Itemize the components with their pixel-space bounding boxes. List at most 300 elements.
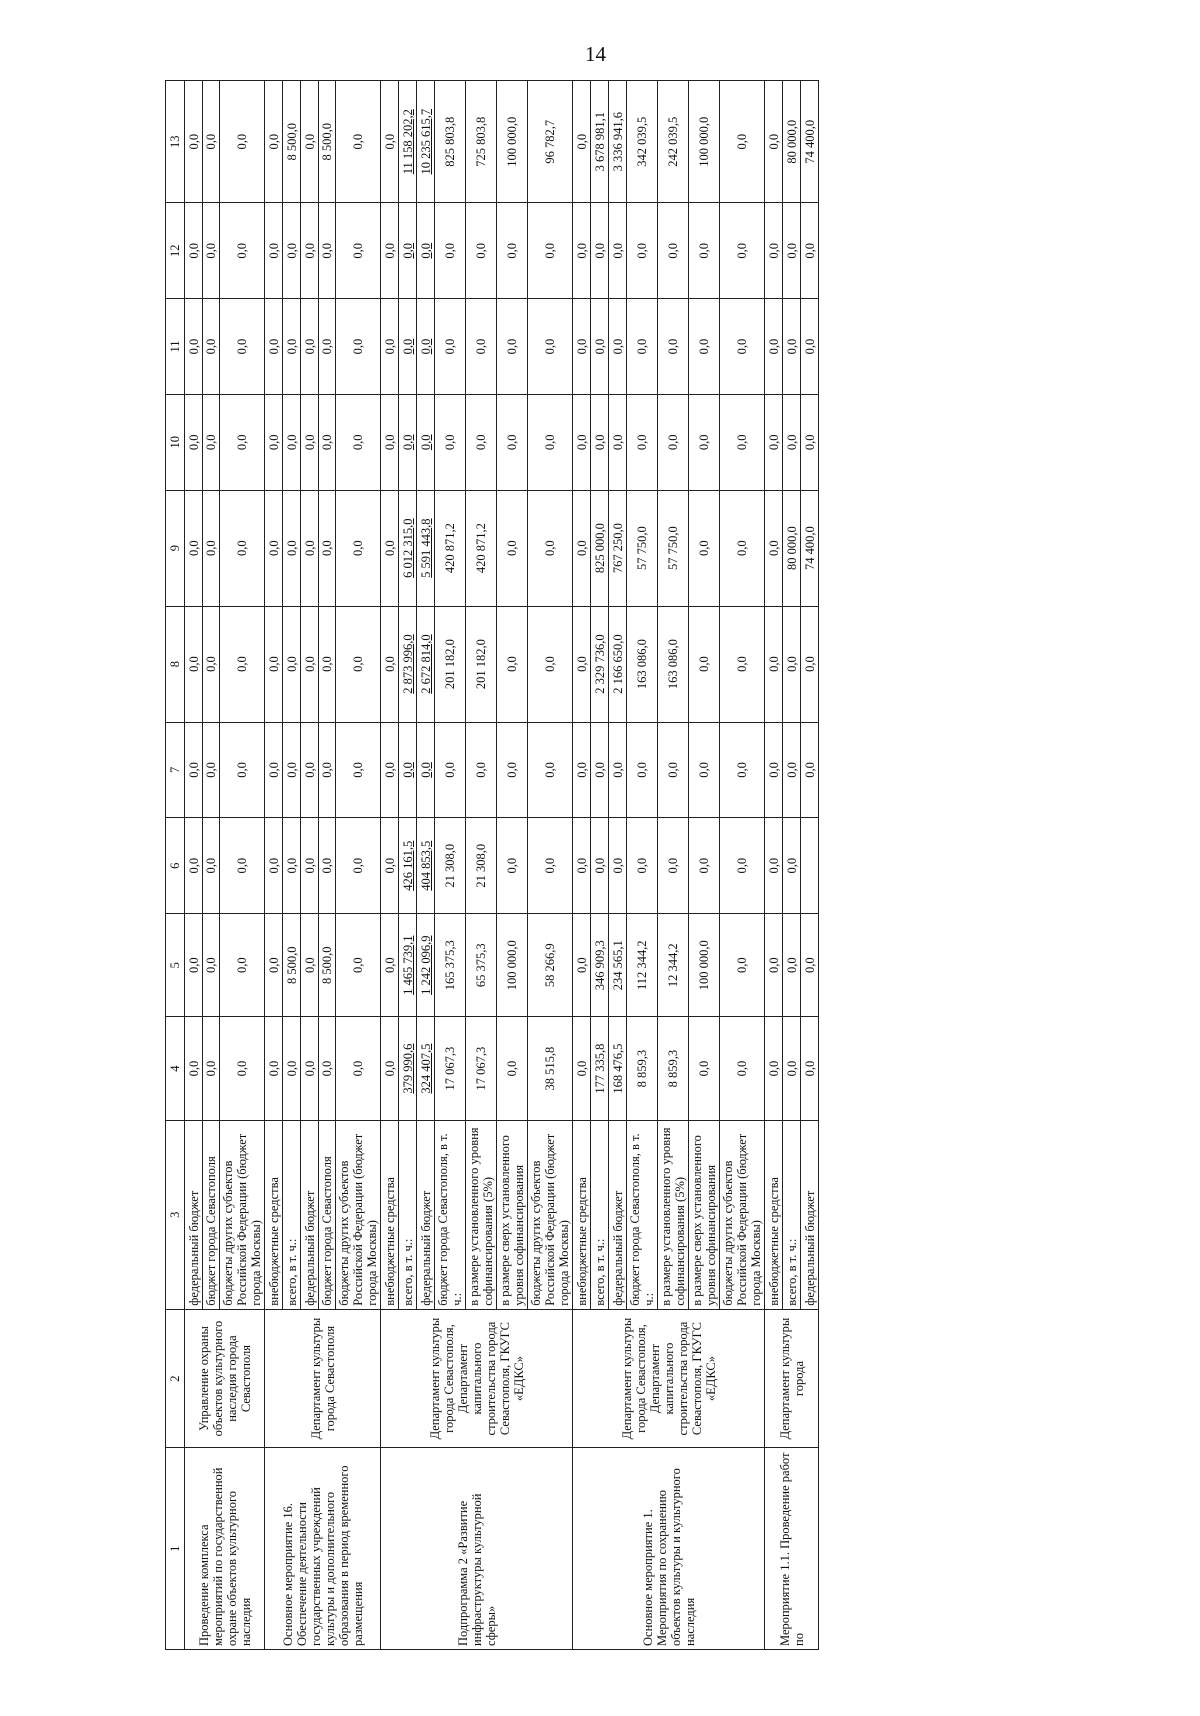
table-row (573, 81, 591, 1650)
amount-cell: 0,0 (336, 203, 381, 299)
amount-cell: 346 909,3 (591, 914, 609, 1017)
amount-cell: 0,0 (265, 490, 283, 606)
amount-cell: 324 407,5 (417, 1017, 435, 1120)
amount-cell: 0,0 (765, 818, 783, 914)
amount-cell: 0,0 (783, 1017, 801, 1120)
amount-cell: 0,0 (417, 299, 435, 395)
amount-cell: 0,0 (658, 722, 689, 818)
funding-source-cell: бюджет города Севастополя, в т. ч.: (627, 1120, 658, 1309)
amount-cell: 0,0 (265, 1017, 283, 1120)
amount-cell: 0,0 (283, 606, 301, 722)
amount-cell: 0,0 (381, 1017, 399, 1120)
amount-cell: 0,0 (336, 606, 381, 722)
executor-cell: Управление охраны объектов культурного наследия города Севастополя (185, 1309, 265, 1448)
amount-cell: 0,0 (283, 203, 301, 299)
amount-cell: 112 344,2 (627, 914, 658, 1017)
amount-cell: 100 000,0 (689, 81, 720, 203)
funding-source-cell: бюджеты других субъектов Российской Федерации (бюджет города Москвы) (720, 1120, 765, 1309)
amount-cell: 201 182,0 (466, 606, 497, 722)
amount-cell: 0,0 (435, 299, 466, 395)
amount-cell: 0,0 (528, 818, 573, 914)
amount-cell: 165 375,3 (435, 914, 466, 1017)
amount-cell: 0,0 (689, 1017, 720, 1120)
amount-cell: 163 086,0 (658, 606, 689, 722)
table-row (185, 81, 203, 1650)
amount-cell: 0,0 (801, 914, 819, 1017)
funding-source-cell: бюджеты других субъектов Российской Федерации (бюджет города Москвы) (336, 1120, 381, 1309)
amount-cell: 0,0 (689, 203, 720, 299)
amount-cell: 0,0 (591, 299, 609, 395)
amount-cell: 0,0 (220, 818, 265, 914)
amount-cell: 0,0 (203, 1017, 220, 1120)
amount-cell: 0,0 (319, 1017, 336, 1120)
funding-source-cell: бюджеты других субъектов Российской Федерации (бюджет города Москвы) (528, 1120, 573, 1309)
amount-cell: 0,0 (689, 606, 720, 722)
amount-cell: 0,0 (609, 203, 627, 299)
amount-cell: 0,0 (381, 914, 399, 1017)
amount-cell: 168 476,5 (609, 1017, 627, 1120)
amount-cell: 2 873 996,0 (399, 606, 417, 722)
amount-cell: 0,0 (220, 490, 265, 606)
amount-cell: 0,0 (720, 722, 765, 818)
page-number: 14 (585, 42, 606, 66)
funding-source-cell: бюджет города Севастополя (203, 1120, 220, 1309)
amount-cell: 0,0 (573, 203, 591, 299)
column-number-row (166, 81, 185, 1650)
amount-cell: 0,0 (220, 1017, 265, 1120)
funding-source-cell: федеральный бюджет (417, 1120, 435, 1309)
amount-cell: 725 803,8 (466, 81, 497, 203)
amount-cell: 0,0 (801, 722, 819, 818)
amount-cell: 2 166 650,0 (609, 606, 627, 722)
amount-cell: 8 500,0 (319, 81, 336, 203)
column-header: 1 (166, 1448, 185, 1650)
amount-cell: 74 400,0 (801, 81, 819, 203)
amount-cell: 0,0 (336, 490, 381, 606)
amount-cell: 0,0 (466, 203, 497, 299)
amount-cell: 0,0 (497, 203, 528, 299)
amount-cell: 8 500,0 (283, 914, 301, 1017)
amount-cell: 0,0 (765, 722, 783, 818)
amount-cell: 0,0 (720, 394, 765, 490)
column-header: 3 (166, 1120, 185, 1309)
table-row (265, 81, 283, 1650)
amount-cell: 404 853,5 (417, 818, 435, 914)
amount-cell: 0,0 (497, 490, 528, 606)
funding-source-cell: всего, в т. ч.: (283, 1120, 301, 1309)
amount-cell: 0,0 (185, 203, 203, 299)
amount-cell: 0,0 (265, 203, 283, 299)
rotated-table-wrapper (165, 80, 1060, 1650)
amount-cell: 0,0 (435, 722, 466, 818)
column-header: 11 (166, 299, 185, 395)
amount-cell: 0,0 (381, 490, 399, 606)
amount-cell: 0,0 (381, 203, 399, 299)
amount-cell: 0,0 (720, 299, 765, 395)
amount-cell: 0,0 (528, 722, 573, 818)
amount-cell: 0,0 (336, 1017, 381, 1120)
amount-cell: 767 250,0 (609, 490, 627, 606)
amount-cell: 0,0 (220, 394, 265, 490)
measure-name-cell: Проведение комплекса мероприятий по государственной охране объектов культурного наследия (185, 1448, 265, 1650)
amount-cell: 0,0 (497, 606, 528, 722)
amount-cell: 0,0 (301, 81, 319, 203)
amount-cell: 74 400,0 (801, 490, 819, 606)
amount-cell: 0,0 (220, 722, 265, 818)
amount-cell: 0,0 (203, 606, 220, 722)
amount-cell: 0,0 (528, 203, 573, 299)
amount-cell: 0,0 (203, 914, 220, 1017)
amount-cell: 0,0 (658, 299, 689, 395)
amount-cell: 0,0 (466, 394, 497, 490)
amount-cell: 0,0 (319, 394, 336, 490)
amount-cell: 201 182,0 (435, 606, 466, 722)
funding-source-cell: внебюджетные средства (265, 1120, 283, 1309)
amount-cell: 0,0 (185, 722, 203, 818)
column-header: 7 (166, 722, 185, 818)
amount-cell: 0,0 (319, 299, 336, 395)
amount-cell: 12 344,2 (658, 914, 689, 1017)
amount-cell: 0,0 (381, 606, 399, 722)
amount-cell: 2 329 736,0 (591, 606, 609, 722)
amount-cell: 0,0 (689, 490, 720, 606)
amount-cell: 6 012 315,0 (399, 490, 417, 606)
amount-cell: 0,0 (417, 722, 435, 818)
table-row (765, 81, 783, 1650)
amount-cell: 0,0 (185, 490, 203, 606)
amount-cell: 420 871,2 (435, 490, 466, 606)
amount-cell: 21 308,0 (435, 818, 466, 914)
amount-cell: 1 465 739,1 (399, 914, 417, 1017)
amount-cell: 21 308,0 (466, 818, 497, 914)
amount-cell: 0,0 (319, 606, 336, 722)
amount-cell: 0,0 (627, 818, 658, 914)
amount-cell: 0,0 (319, 490, 336, 606)
executor-cell: Департамент культуры города (765, 1309, 819, 1448)
executor-cell: Департамент культуры города Севастополя, Департамент капитального строительства города Севастополя, ГКУГС «ЕДКС» (573, 1309, 765, 1448)
amount-cell: 0,0 (203, 722, 220, 818)
amount-cell: 0,0 (627, 203, 658, 299)
amount-cell: 0,0 (203, 299, 220, 395)
column-header: 2 (166, 1309, 185, 1448)
measure-name-cell: Подпрограмма 2 «Развитие инфраструктуры культурной сферы» (381, 1448, 573, 1650)
amount-cell: 0,0 (765, 914, 783, 1017)
amount-cell: 0,0 (658, 203, 689, 299)
amount-cell: 0,0 (185, 299, 203, 395)
column-header: 12 (166, 203, 185, 299)
amount-cell: 0,0 (336, 394, 381, 490)
amount-cell: 10 235 615,7 (417, 81, 435, 203)
amount-cell: 0,0 (801, 1017, 819, 1120)
amount-cell: 0,0 (689, 722, 720, 818)
amount-cell: 0,0 (466, 299, 497, 395)
column-header: 6 (166, 818, 185, 914)
amount-cell: 0,0 (336, 299, 381, 395)
amount-cell: 0,0 (265, 299, 283, 395)
amount-cell: 825 803,8 (435, 81, 466, 203)
funding-source-cell: федеральный бюджет (801, 1120, 819, 1309)
measure-name-cell: Мероприятие 1.1. Проведение работ по (765, 1448, 819, 1650)
funding-source-cell: внебюджетные средства (381, 1120, 399, 1309)
amount-cell: 0,0 (283, 490, 301, 606)
amount-cell: 100 000,0 (497, 81, 528, 203)
amount-cell: 0,0 (720, 203, 765, 299)
amount-cell: 0,0 (301, 490, 319, 606)
funding-source-cell: бюджет города Севастополя, в т. ч.: (435, 1120, 466, 1309)
amount-cell: 0,0 (185, 606, 203, 722)
budget-table (165, 80, 819, 1650)
amount-cell: 0,0 (573, 490, 591, 606)
funding-source-cell: в размере сверх установленного уровня софинансирования (689, 1120, 720, 1309)
amount-cell: 0,0 (497, 722, 528, 818)
amount-cell: 8 500,0 (283, 81, 301, 203)
amount-cell: 0,0 (283, 394, 301, 490)
measure-name-cell: Основное мероприятие 1. Мероприятия по сохранению объектов культуры и культурного наследия (573, 1448, 765, 1650)
amount-cell: 0,0 (689, 818, 720, 914)
amount-cell: 0,0 (765, 606, 783, 722)
funding-source-cell: всего, в т. ч.: (783, 1120, 801, 1309)
amount-cell: 0,0 (497, 394, 528, 490)
funding-source-cell: бюджеты других субъектов Российской Федерации (бюджет города Москвы) (220, 1120, 265, 1309)
amount-cell: 1 242 096,9 (417, 914, 435, 1017)
amount-cell: 0,0 (720, 606, 765, 722)
funding-source-cell: федеральный бюджет (301, 1120, 319, 1309)
amount-cell: 0,0 (185, 81, 203, 203)
amount-cell: 0,0 (301, 818, 319, 914)
amount-cell: 0,0 (627, 722, 658, 818)
amount-cell: 0,0 (301, 394, 319, 490)
amount-cell: 379 990,6 (399, 1017, 417, 1120)
amount-cell: 0,0 (573, 722, 591, 818)
amount-cell: 0,0 (301, 914, 319, 1017)
funding-source-cell: в размере установленного уровня софинансирования (5%) (658, 1120, 689, 1309)
amount-cell: 5 591 443,8 (417, 490, 435, 606)
amount-cell: 0,0 (609, 299, 627, 395)
amount-cell: 0,0 (220, 299, 265, 395)
amount-cell: 0,0 (185, 818, 203, 914)
amount-cell: 0,0 (220, 203, 265, 299)
amount-cell: 0,0 (301, 299, 319, 395)
amount-cell: 0,0 (609, 394, 627, 490)
amount-cell: 0,0 (765, 394, 783, 490)
amount-cell: 80 000,0 (783, 81, 801, 203)
amount-cell: 0,0 (573, 394, 591, 490)
amount-cell: 0,0 (301, 1017, 319, 1120)
amount-cell: 0,0 (319, 818, 336, 914)
amount-cell: 0,0 (336, 81, 381, 203)
funding-source-cell: всего, в т. ч.: (591, 1120, 609, 1309)
funding-source-cell: федеральный бюджет (609, 1120, 627, 1309)
amount-cell: 0,0 (435, 394, 466, 490)
amount-cell: 17 067,3 (435, 1017, 466, 1120)
amount-cell: 0,0 (336, 722, 381, 818)
table-body (185, 81, 819, 1650)
amount-cell: 0,0 (381, 818, 399, 914)
amount-cell: 0,0 (591, 818, 609, 914)
executor-cell: Департамент культуры города Севастополя, Департамент капитального строительства города Севастополя, ГКУГС «ЕДКС» (381, 1309, 573, 1448)
amount-cell: 0,0 (573, 299, 591, 395)
amount-cell: 0,0 (265, 81, 283, 203)
amount-cell: 0,0 (783, 299, 801, 395)
amount-cell: 0,0 (627, 394, 658, 490)
funding-source-cell: в размере сверх установленного уровня софинансирования (497, 1120, 528, 1309)
amount-cell: 3 678 981,1 (591, 81, 609, 203)
amount-cell: 0,0 (203, 490, 220, 606)
amount-cell: 8 500,0 (319, 914, 336, 1017)
amount-cell: 0,0 (765, 81, 783, 203)
amount-cell: 0,0 (689, 394, 720, 490)
funding-source-cell: всего, в т. ч.: (399, 1120, 417, 1309)
amount-cell: 0,0 (265, 818, 283, 914)
amount-cell: 0,0 (528, 394, 573, 490)
amount-cell: 0,0 (609, 722, 627, 818)
amount-cell: 0,0 (265, 606, 283, 722)
amount-cell: 0,0 (497, 1017, 528, 1120)
amount-cell: 163 086,0 (627, 606, 658, 722)
amount-cell: 0,0 (591, 394, 609, 490)
amount-cell: 0,0 (801, 203, 819, 299)
measure-name-cell: Основное мероприятие 16. Обеспечение деятельности государственных учреждений культуры и дополнительного образования в период временного размещения (265, 1448, 381, 1650)
amount-cell: 0,0 (573, 1017, 591, 1120)
amount-cell: 0,0 (283, 1017, 301, 1120)
amount-cell: 0,0 (627, 299, 658, 395)
amount-cell: 0,0 (720, 490, 765, 606)
amount-cell: 80 000,0 (783, 490, 801, 606)
amount-cell: 0,0 (203, 394, 220, 490)
amount-cell: 2 672 814,0 (417, 606, 435, 722)
amount-cell: 0,0 (301, 203, 319, 299)
amount-cell: 0,0 (283, 818, 301, 914)
amount-cell: 0,0 (381, 81, 399, 203)
funding-source-cell: внебюджетные средства (765, 1120, 783, 1309)
amount-cell: 100 000,0 (497, 914, 528, 1017)
amount-cell: 0,0 (765, 490, 783, 606)
amount-cell: 0,0 (720, 818, 765, 914)
amount-cell: 0,0 (283, 299, 301, 395)
amount-cell: 0,0 (265, 722, 283, 818)
amount-cell: 0,0 (720, 1017, 765, 1120)
amount-cell: 11 158 202,2 (399, 81, 417, 203)
amount-cell: 0,0 (185, 394, 203, 490)
amount-cell: 0,0 (265, 394, 283, 490)
amount-cell: 0,0 (783, 203, 801, 299)
column-header: 9 (166, 490, 185, 606)
amount-cell: 0,0 (265, 914, 283, 1017)
amount-cell: 0,0 (783, 394, 801, 490)
amount-cell: 825 000,0 (591, 490, 609, 606)
amount-cell: 57 750,0 (658, 490, 689, 606)
amount-cell: 0,0 (220, 914, 265, 1017)
amount-cell: 342 039,5 (627, 81, 658, 203)
amount-cell: 0,0 (399, 203, 417, 299)
column-header: 10 (166, 394, 185, 490)
amount-cell: 0,0 (765, 1017, 783, 1120)
amount-cell (801, 818, 819, 914)
amount-cell: 0,0 (528, 606, 573, 722)
amount-cell: 0,0 (573, 818, 591, 914)
amount-cell: 0,0 (203, 81, 220, 203)
amount-cell: 0,0 (573, 606, 591, 722)
amount-cell: 8 859,3 (658, 1017, 689, 1120)
amount-cell: 58 266,9 (528, 914, 573, 1017)
funding-source-cell: бюджет города Севастополя (319, 1120, 336, 1309)
amount-cell: 426 161,5 (399, 818, 417, 914)
amount-cell: 0,0 (528, 490, 573, 606)
amount-cell: 0,0 (220, 81, 265, 203)
amount-cell: 0,0 (658, 818, 689, 914)
amount-cell: 0,0 (336, 914, 381, 1017)
amount-cell: 0,0 (435, 203, 466, 299)
amount-cell: 0,0 (301, 606, 319, 722)
amount-cell: 0,0 (783, 818, 801, 914)
table-row (381, 81, 399, 1650)
amount-cell: 0,0 (283, 722, 301, 818)
funding-source-cell: внебюджетные средства (573, 1120, 591, 1309)
column-header: 8 (166, 606, 185, 722)
amount-cell: 0,0 (466, 722, 497, 818)
amount-cell: 0,0 (591, 722, 609, 818)
amount-cell: 0,0 (801, 606, 819, 722)
amount-cell: 0,0 (399, 722, 417, 818)
amount-cell: 8 859,3 (627, 1017, 658, 1120)
amount-cell: 17 067,3 (466, 1017, 497, 1120)
amount-cell: 0,0 (399, 394, 417, 490)
amount-cell: 0,0 (720, 81, 765, 203)
funding-source-cell: федеральный бюджет (185, 1120, 203, 1309)
amount-cell: 38 515,8 (528, 1017, 573, 1120)
amount-cell: 0,0 (203, 203, 220, 299)
amount-cell: 100 000,0 (689, 914, 720, 1017)
amount-cell: 0,0 (720, 914, 765, 1017)
amount-cell: 0,0 (658, 394, 689, 490)
amount-cell: 0,0 (765, 299, 783, 395)
amount-cell: 0,0 (689, 299, 720, 395)
amount-cell: 0,0 (319, 203, 336, 299)
amount-cell: 177 335,8 (591, 1017, 609, 1120)
column-header: 13 (166, 81, 185, 203)
amount-cell: 3 336 941,6 (609, 81, 627, 203)
amount-cell: 0,0 (783, 606, 801, 722)
funding-source-cell: в размере установленного уровня софинансирования (5%) (466, 1120, 497, 1309)
amount-cell: 0,0 (573, 81, 591, 203)
amount-cell: 0,0 (399, 299, 417, 395)
amount-cell: 0,0 (783, 722, 801, 818)
amount-cell: 0,0 (319, 722, 336, 818)
amount-cell: 0,0 (528, 299, 573, 395)
amount-cell: 0,0 (417, 394, 435, 490)
amount-cell: 0,0 (783, 914, 801, 1017)
amount-cell: 0,0 (497, 818, 528, 914)
amount-cell: 0,0 (417, 203, 435, 299)
amount-cell: 0,0 (801, 394, 819, 490)
column-header: 4 (166, 1017, 185, 1120)
amount-cell: 0,0 (609, 818, 627, 914)
amount-cell: 0,0 (203, 818, 220, 914)
amount-cell: 0,0 (497, 299, 528, 395)
amount-cell: 420 871,2 (466, 490, 497, 606)
amount-cell: 234 565,1 (609, 914, 627, 1017)
amount-cell: 0,0 (185, 1017, 203, 1120)
amount-cell: 0,0 (591, 203, 609, 299)
amount-cell: 65 375,3 (466, 914, 497, 1017)
amount-cell: 57 750,0 (627, 490, 658, 606)
amount-cell: 242 039,5 (658, 81, 689, 203)
amount-cell: 0,0 (801, 299, 819, 395)
amount-cell: 0,0 (185, 914, 203, 1017)
executor-cell: Департамент культуры города Севастополя (265, 1309, 381, 1448)
amount-cell: 0,0 (573, 914, 591, 1017)
amount-cell: 96 782,7 (528, 81, 573, 203)
